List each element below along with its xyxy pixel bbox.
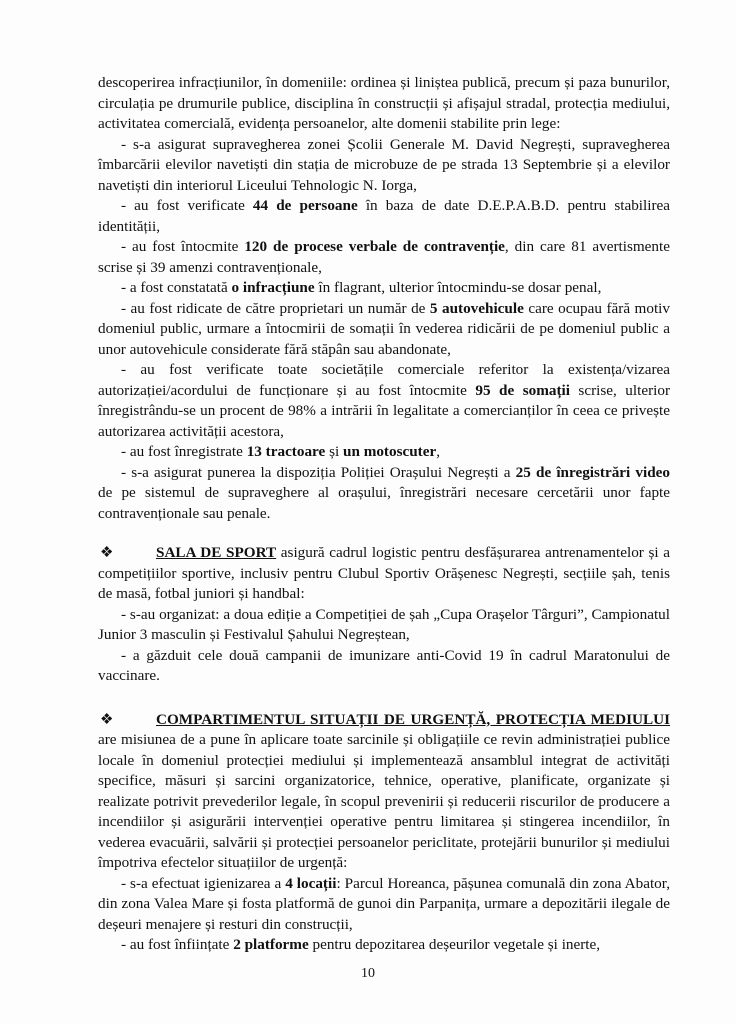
list-item (98, 135, 670, 197)
item-text: scrise, ulterior înregistrându-se un procent de 98% a intrării în legalitate a comercianților în ceea ce privește autorizarea activității acestora, (98, 381, 670, 440)
list-item (98, 360, 670, 442)
diamond-bullet-icon: ❖ (100, 710, 114, 728)
item-bold: un motoscuter (343, 443, 437, 460)
item-bold: 44 de persoane (252, 197, 358, 214)
item-text: - au fost înființate (121, 936, 234, 953)
list-item (98, 935, 670, 956)
list-item (98, 299, 670, 361)
item-text: - au fost întocmite (121, 238, 245, 255)
list-item (98, 874, 670, 936)
list-item (98, 237, 670, 278)
item-bold: o infracțiune (231, 279, 315, 296)
diamond-bullet-icon: ❖ (100, 544, 114, 561)
list-item: - a găzduit cele două campanii de imunizare anti-Covid 19 în cadrul Maratonului de vaccinare. (98, 646, 670, 684)
item-text: - au fost verificate (121, 197, 253, 214)
item-text: și (325, 443, 343, 460)
item-bold: 4 locații (285, 874, 337, 892)
item-text: care ocupau fără motiv domeniul public, urmare a întocmirii de somații în vederea ridicării de pe domeniul public a unor autovehicule considerate fără stăpân sau abandonate, (98, 299, 670, 358)
item-text: - au fost înregistrate (121, 443, 247, 460)
section-text: are misiunea de a pune în aplicare toate sarcinile și obligațiile ce revin administrației publice locale în domeniul protecției mediului și implementează ansamblul integrat de activități specifice, măsuri și sarcini organizatorice, tehnice, operative, planificate, organizate și realizate potrivit prevederilor legale, în scopul prevenirii și reducerii riscurilor de producere a incendiilor și asigurării intervenției operative pentru limitarea și stingerea incendiilor, în vederea evacuării, salvării și protecției persoanelor periclitate, protejării bunurilor și mediului împotriva efectelor situațiilor de urgență: (98, 731, 670, 871)
item-text: - au fost ridicate de către proprietari un număr de (121, 299, 430, 317)
section-title: COMPARTIMENTUL SITUAȚII DE URGENȚĂ, PROTECȚIA MEDIULUI (156, 710, 670, 728)
item-text: - s-a asigurat punerea la dispoziția Poliției Orașului Negrești a (121, 463, 516, 481)
section-title: SALA DE SPORT (156, 544, 277, 561)
section-urgenta (98, 710, 670, 874)
item-bold: 120 de procese verbale de contravenție (244, 238, 505, 255)
item-text: - s-a efectuat igienizarea a (121, 874, 286, 892)
list-item (98, 278, 670, 299)
item-bold: 5 autovehicule (429, 299, 524, 317)
spacer (98, 524, 670, 543)
item-text: : Parcul Horeanca, pășunea comunală din zona Abator, din zona Valea Mare și fosta platformă de gunoi din Parpanița, urmare a depozitării ilegale de deșeuri menajere și resturi din construcții, (98, 874, 670, 933)
item-text: , din care 81 avertismente scrise și 39 amenzi contravenționale, (98, 238, 670, 276)
item-text: în flagrant, ulterior întocmindu-se dosar penal, (314, 279, 602, 296)
section-text: asigură cadrul logistic pentru desfășurarea antrenamentelor și a competițiilor sportive, inclusiv pentru Clubul Sportiv Orășenesc Negrești, secțiile șah, tenis de masă, fotbal juniori și handbal: (98, 544, 670, 602)
list-item (98, 442, 670, 463)
item-text: în baza de date D.E.P.A.B.D. pentru stabilirea identității, (98, 197, 671, 235)
item-bold: 25 de înregistrări video (515, 463, 671, 481)
item-bold: 13 tractoare (246, 443, 326, 460)
list-item (98, 196, 670, 237)
item-text: - s-a asigurat supravegherea zonei Școlii Generale M. David Negrești, supravegherea îmbarcării elevilor navetiști din stația de microbuze de pe strada 13 Septembrie și a elevilor navetiști din interiorul Liceului Tehnologic N. Iorga, (98, 135, 670, 194)
item-text: de pe sistemul de supraveghere al orașului, înregistrări necesare cercetării unor fapte contravenționale sau penale. (98, 484, 670, 522)
item-bold: 95 de somații (475, 381, 570, 399)
list-item: - s-au organizat: a doua ediție a Competiției de șah „Cupa Orașelor Târguri”, Campionatul Junior 3 masculin și Festivalul Șahului Negreștean, (98, 605, 670, 643)
item-bold: 2 platforme (233, 936, 309, 953)
item-text: pentru depozitarea deșeurilor vegetale și inerte, (308, 936, 601, 953)
intro-paragraph: descoperirea infracțiunilor, în domeniile: ordinea și liniștea publică, precum și paza bunurilor, circulația pe drumurile publice, disciplina în construcții și afișajul stradal, protecția mediului, activitatea comercială, evidența persoanelor, alte domenii stabilite prin lege: (98, 74, 670, 132)
item-text: - a fost constatată (121, 279, 232, 296)
list-item (98, 463, 670, 525)
item-text: - au fost verificate toate societățile comerciale referitor la existența/vizarea autorizației/acordului de funcționare și au fost întocmite (98, 361, 670, 399)
section-sport (98, 543, 670, 605)
spacer (98, 687, 670, 710)
item-text: , (436, 443, 441, 460)
page-number: 10 (361, 966, 375, 981)
